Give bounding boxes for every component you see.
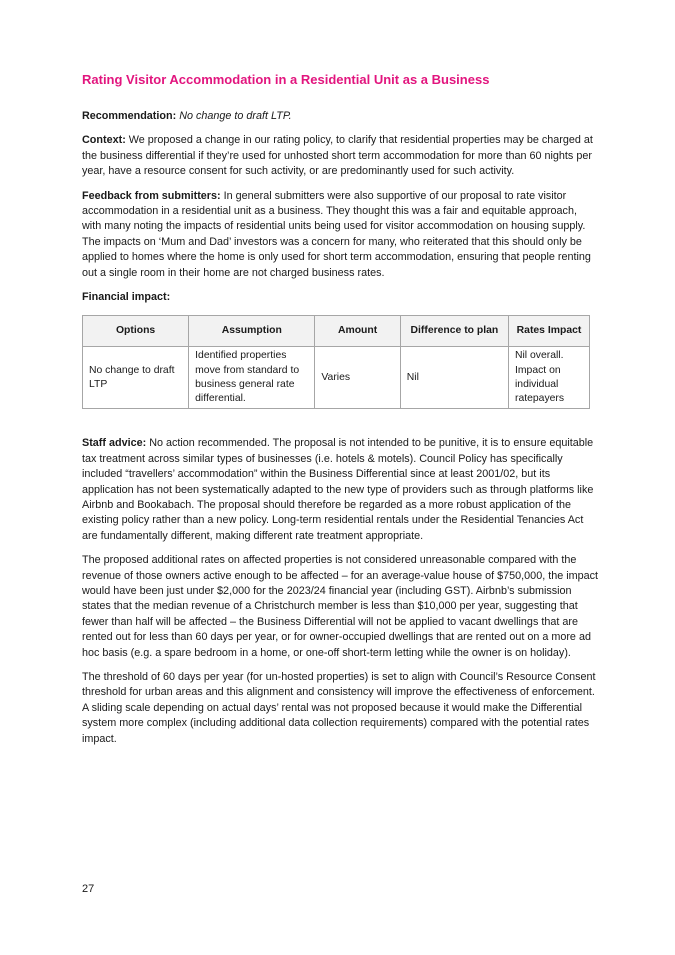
- table-header: Options: [83, 316, 189, 347]
- feedback-label: Feedback from submitters:: [82, 189, 221, 202]
- table-header: Difference to plan: [400, 316, 508, 347]
- table-header: Amount: [315, 316, 400, 347]
- financial-impact-label: Financial impact:: [82, 291, 171, 304]
- table-header: Rates Impact: [509, 316, 590, 347]
- staff-advice-text: No action recommended. The proposal is not intended to be punitive, it is to ensure equitable tax treatment across similar types of businesses (i.e. hotels & motels). Council Policy has specifically included “travellers’ accommodation” within the Business Differential since at least 2001/02, but its application has not been systematically adapted to the new type of providers such as through platforms like Airbnb and Bookabach. The proposal should therefore be regarded as a more robust application of the existing policy rather than a new policy. Long-term residential rentals under the Residential Tenancies Act are fundamentally different, making different rate treatment appropriate.: [82, 437, 594, 542]
- page-content: [82, 71, 598, 756]
- table-cell: Nil: [400, 347, 508, 409]
- body-paragraph: The threshold of 60 days per year (for un-hosted properties) is set to align with Council’s Resource Consent threshold for urban areas and this alignment and consistency will improve the effectiveness of enforcement. A sliding scale depending on actual days’ rental was not proposed because it would make the Differential system more complex (including additional data collection requirements) compared with the potential rates impact.: [82, 670, 596, 745]
- context-label: Context:: [82, 134, 126, 147]
- context-paragraph: [82, 133, 598, 179]
- page-number: 27: [82, 883, 95, 895]
- context-text: We proposed a change in our rating policy, to clarify that residential properties may be charged at the business differential if they’re used for unhosted short term accommodation for more than 60 nights per year, have a resource consent for such activity, or are predominantly used for such activity.: [82, 134, 593, 178]
- section-heading: Rating Visitor Accommodation in a Residential Unit as a Business: [82, 72, 490, 87]
- table-cell: No change to draft LTP: [83, 347, 189, 409]
- table-row: [83, 347, 590, 409]
- body-paragraph: The proposed additional rates on affected properties is not considered unreasonable compared with the revenue of those owners active enough to be affected – for an average-value house of $750,000, the impact would have been just under $2,000 for the 2023/24 financial year (including GST). Airbnb’s submission states that the median revenue of a Christchurch member is less than $10,000 per year, suggesting that fewer than half will be affected – the Business Differential will not be applied to vacant dwellings that are rented out for less than 60 days per year, or for owner-occupied dwellings that are rented out on a more ad hoc basis (e.g. a spare bedroom in a home, or one-off short-term letting while the owner is on holiday).: [82, 554, 599, 659]
- table-header: Assumption: [189, 316, 315, 347]
- financial-impact-table: [82, 315, 590, 409]
- table-cell: Varies: [315, 347, 400, 409]
- recommendation-label: Recommendation:: [82, 110, 177, 122]
- table-header-row: [83, 316, 590, 347]
- staff-advice-label: Staff advice:: [82, 437, 147, 450]
- feedback-text: In general submitters were also supportive of our proposal to rate visitor accommodation in a residential unit as a business. They thought this was a fair and equitable approach, with many noting the impacts of residential units being used for visitor accommodation on housing supply. The impacts on ‘Mum and Dad’ investors was a concern for many, who reiterated that this should only be applied to homes where the home is only used for short term accommodation, ensuring that people renting out a single room in their home are not charged business rates.: [82, 189, 591, 279]
- feedback-paragraph: [82, 189, 598, 281]
- table-cell: Identified properties move from standard to business general rate differential.: [189, 347, 315, 409]
- staff-advice-paragraph: [82, 436, 598, 544]
- recommendation-text: No change to draft LTP.: [179, 110, 292, 122]
- recommendation-paragraph: [82, 109, 598, 124]
- table-cell: Nil overall. Impact on individual ratepayers: [509, 347, 590, 409]
- financial-impact-paragraph: [82, 290, 598, 305]
